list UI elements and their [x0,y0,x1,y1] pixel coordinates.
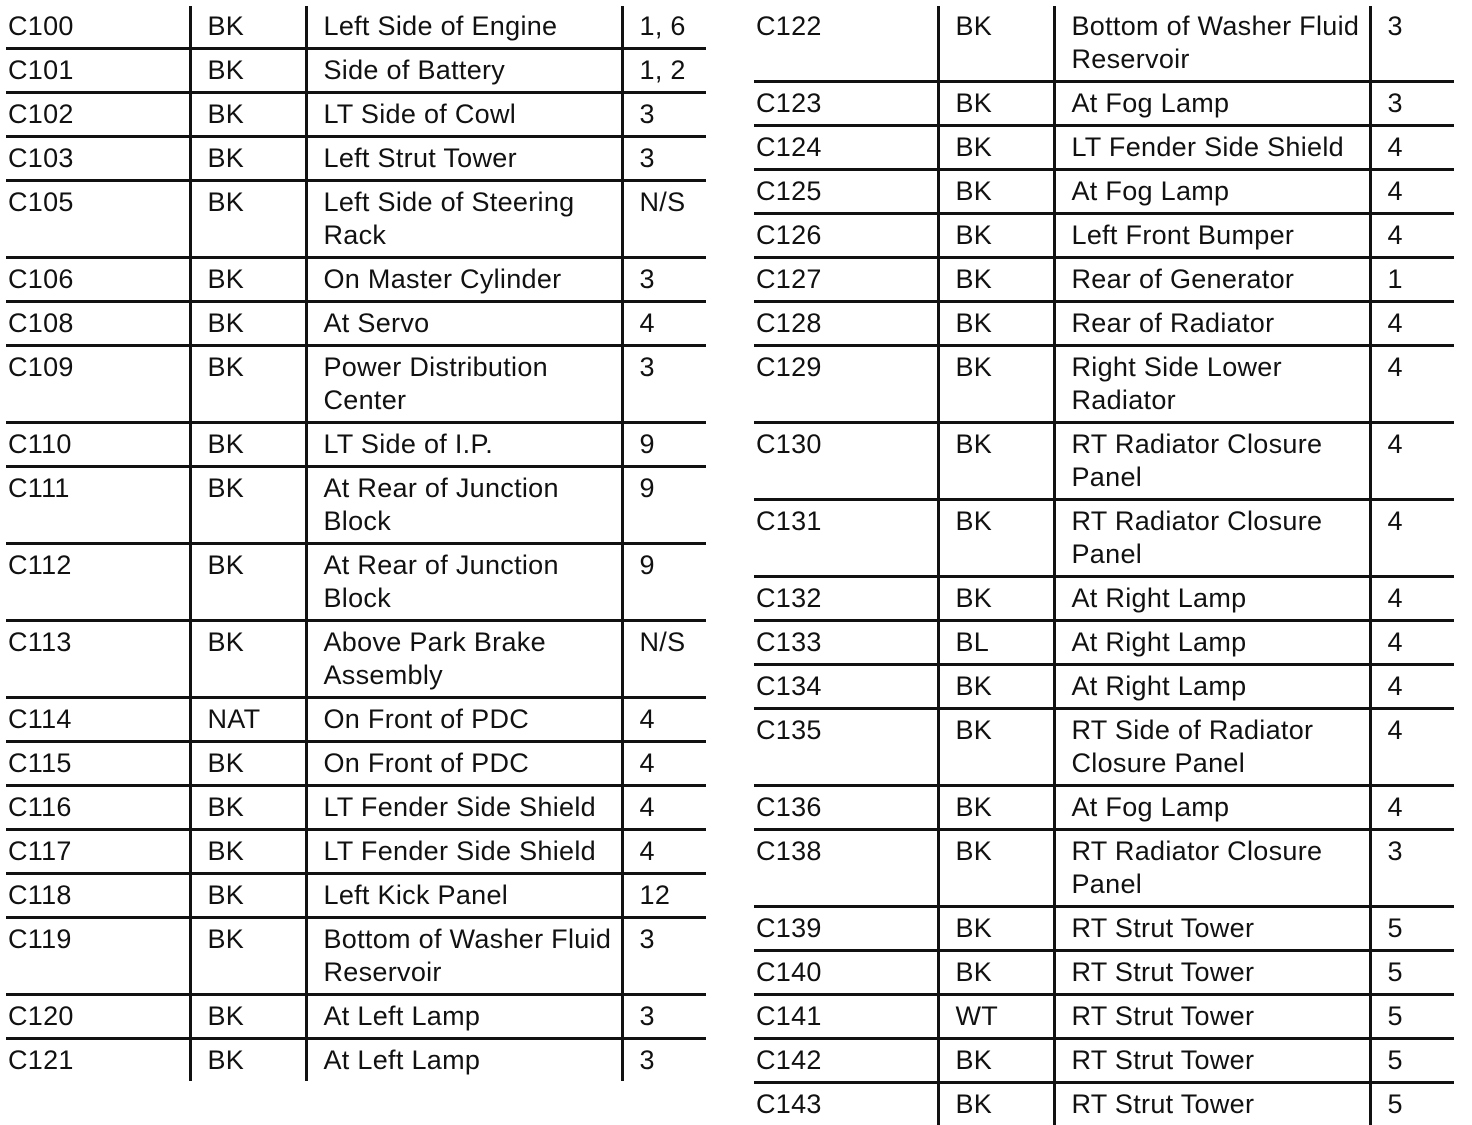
wire-color-cell: BK [190,830,306,874]
connector-id-cell: C132 [754,577,938,621]
connector-id-cell: C105 [6,181,190,258]
table-row [6,698,706,742]
figure-ref-cell: 3 [622,258,706,302]
table-row [754,6,1454,82]
wire-color-cell: BK [190,6,306,49]
location-cell: On Master Cylinder [306,258,622,302]
connector-id-cell: C103 [6,137,190,181]
table-row [754,1083,1454,1125]
figure-ref-cell: 4 [1370,709,1454,786]
figure-ref-cell: 3 [622,137,706,181]
figure-ref-cell: 3 [622,995,706,1039]
connector-table-left [6,6,706,1081]
connector-id-cell: C113 [6,621,190,698]
wire-color-cell: BK [190,918,306,995]
table-row [6,181,706,258]
connector-id-cell: C133 [754,621,938,665]
table-row [6,302,706,346]
connector-id-cell: C135 [754,709,938,786]
table-row [6,467,706,544]
table-row [754,82,1454,126]
table-row [754,709,1454,786]
wire-color-cell: BK [938,126,1054,170]
table-row [6,621,706,698]
connector-id-cell: C138 [754,830,938,907]
location-cell: Left Side of Engine [306,6,622,49]
location-cell: At Right Lamp [1054,665,1370,709]
wire-color-cell: BK [938,709,1054,786]
wire-color-cell: BK [190,874,306,918]
wire-color-cell: BK [938,214,1054,258]
wire-color-cell: BK [190,786,306,830]
location-cell: RT Strut Tower [1054,907,1370,951]
figure-ref-cell: N/S [622,621,706,698]
wire-color-cell: BK [938,423,1054,500]
table-row [6,1039,706,1082]
wire-color-cell: BK [938,1039,1054,1083]
table-row [754,170,1454,214]
figure-ref-cell: 4 [622,302,706,346]
location-cell: On Front of PDC [306,698,622,742]
connector-id-cell: C111 [6,467,190,544]
connector-id-cell: C102 [6,93,190,137]
figure-ref-cell: 4 [1370,500,1454,577]
table-row [754,621,1454,665]
location-cell: RT Radiator Closure Panel [1054,423,1370,500]
wire-color-cell: BK [938,170,1054,214]
wire-color-cell: BK [938,951,1054,995]
table-row [6,544,706,621]
wire-color-cell: BK [190,346,306,423]
table-row [754,577,1454,621]
connector-id-cell: C126 [754,214,938,258]
figure-ref-cell: 4 [622,742,706,786]
connector-id-cell: C127 [754,258,938,302]
location-cell: RT Radiator Closure Panel [1054,830,1370,907]
wire-color-cell: BK [190,302,306,346]
wire-color-cell: BK [938,665,1054,709]
figure-ref-cell: 4 [1370,423,1454,500]
figure-ref-cell: 5 [1370,1083,1454,1125]
wire-color-cell: BK [190,1039,306,1082]
wire-color-cell: BK [190,49,306,93]
table-row [6,830,706,874]
table-row [6,786,706,830]
location-cell: Left Kick Panel [306,874,622,918]
wire-color-cell: BK [938,346,1054,423]
figure-ref-cell: 1, 6 [622,6,706,49]
connector-table-right [754,6,1454,1125]
location-cell: RT Radiator Closure Panel [1054,500,1370,577]
table-row [6,742,706,786]
connector-id-cell: C100 [6,6,190,49]
connector-id-cell: C109 [6,346,190,423]
location-cell: At Rear of Junction Block [306,467,622,544]
table-row [754,258,1454,302]
wire-color-cell: BK [190,258,306,302]
wire-color-cell: BL [938,621,1054,665]
table-row [754,786,1454,830]
location-cell: Left Front Bumper [1054,214,1370,258]
connector-id-cell: C101 [6,49,190,93]
wire-color-cell: BK [938,302,1054,346]
connector-id-cell: C120 [6,995,190,1039]
location-cell: At Fog Lamp [1054,82,1370,126]
connector-id-cell: C131 [754,500,938,577]
table-row [6,874,706,918]
figure-ref-cell: 4 [1370,346,1454,423]
connector-table-left-body [6,6,706,1081]
figure-ref-cell: 3 [622,346,706,423]
table-row [6,918,706,995]
location-cell: Bottom of Washer Fluid Reservoir [306,918,622,995]
table-row [754,995,1454,1039]
figure-ref-cell: 4 [622,830,706,874]
figure-ref-cell: 12 [622,874,706,918]
location-cell: Side of Battery [306,49,622,93]
table-row [754,665,1454,709]
connector-id-cell: C123 [754,82,938,126]
location-cell: LT Fender Side Shield [1054,126,1370,170]
connector-id-cell: C136 [754,786,938,830]
wire-color-cell: BK [190,181,306,258]
table-row [6,6,706,49]
connector-id-cell: C108 [6,302,190,346]
wire-color-cell: BK [190,467,306,544]
connector-id-cell: C122 [754,6,938,82]
connector-id-cell: C115 [6,742,190,786]
wire-color-cell: BK [938,258,1054,302]
location-cell: At Left Lamp [306,995,622,1039]
figure-ref-cell: 5 [1370,995,1454,1039]
location-cell: LT Side of Cowl [306,93,622,137]
connector-id-cell: C110 [6,423,190,467]
location-cell: LT Fender Side Shield [306,830,622,874]
wire-color-cell: WT [938,995,1054,1039]
location-cell: Right Side Lower Radiator [1054,346,1370,423]
connector-id-cell: C134 [754,665,938,709]
figure-ref-cell: 4 [1370,786,1454,830]
figure-ref-cell: 4 [1370,214,1454,258]
figure-ref-cell: 5 [1370,951,1454,995]
connector-id-cell: C118 [6,874,190,918]
figure-ref-cell: 3 [622,93,706,137]
location-cell: At Fog Lamp [1054,786,1370,830]
connector-id-cell: C128 [754,302,938,346]
table-row [754,907,1454,951]
location-cell: Power Distribution Center [306,346,622,423]
figure-ref-cell: 1, 2 [622,49,706,93]
location-cell: Rear of Radiator [1054,302,1370,346]
location-cell: Bottom of Washer Fluid Reservoir [1054,6,1370,82]
location-cell: At Right Lamp [1054,577,1370,621]
connector-id-cell: C119 [6,918,190,995]
wire-color-cell: BK [938,82,1054,126]
location-cell: On Front of PDC [306,742,622,786]
figure-ref-cell: 3 [622,1039,706,1082]
figure-ref-cell: 4 [622,786,706,830]
connector-id-cell: C116 [6,786,190,830]
table-row [6,137,706,181]
figure-ref-cell: 4 [1370,302,1454,346]
location-cell: RT Side of Radiator Closure Panel [1054,709,1370,786]
figure-ref-cell: 4 [1370,665,1454,709]
figure-ref-cell: 4 [1370,577,1454,621]
table-row [754,830,1454,907]
table-row [754,500,1454,577]
connector-id-cell: C114 [6,698,190,742]
table-row [754,346,1454,423]
location-cell: At Rear of Junction Block [306,544,622,621]
table-row [6,93,706,137]
figure-ref-cell: 5 [1370,907,1454,951]
figure-ref-cell: 1 [1370,258,1454,302]
figure-ref-cell: 3 [1370,6,1454,82]
location-cell: RT Strut Tower [1054,1083,1370,1125]
location-cell: Left Side of Steering Rack [306,181,622,258]
figure-ref-cell: 9 [622,467,706,544]
connector-id-cell: C125 [754,170,938,214]
location-cell: Rear of Generator [1054,258,1370,302]
location-cell: RT Strut Tower [1054,951,1370,995]
table-row [6,423,706,467]
figure-ref-cell: 5 [1370,1039,1454,1083]
table-row [6,258,706,302]
connector-id-cell: C140 [754,951,938,995]
table-row [754,126,1454,170]
wire-color-cell: BK [190,423,306,467]
wire-color-cell: BK [938,1083,1054,1125]
wire-color-cell: BK [190,137,306,181]
connector-id-cell: C142 [754,1039,938,1083]
figure-ref-cell: 4 [1370,126,1454,170]
figure-ref-cell: 9 [622,544,706,621]
location-cell: RT Strut Tower [1054,1039,1370,1083]
location-cell: At Right Lamp [1054,621,1370,665]
figure-ref-cell: 3 [1370,830,1454,907]
location-cell: Left Strut Tower [306,137,622,181]
figure-ref-cell: 4 [622,698,706,742]
connector-id-cell: C106 [6,258,190,302]
connector-id-cell: C121 [6,1039,190,1082]
figure-ref-cell: N/S [622,181,706,258]
connector-id-cell: C141 [754,995,938,1039]
connector-id-cell: C129 [754,346,938,423]
wire-color-cell: BK [938,830,1054,907]
table-row [754,214,1454,258]
table-row [6,49,706,93]
location-cell: At Fog Lamp [1054,170,1370,214]
wire-color-cell: BK [938,577,1054,621]
wire-color-cell: BK [938,907,1054,951]
location-cell: LT Fender Side Shield [306,786,622,830]
wire-color-cell: BK [938,500,1054,577]
figure-ref-cell: 4 [1370,170,1454,214]
connector-id-cell: C139 [754,907,938,951]
location-cell: RT Strut Tower [1054,995,1370,1039]
connector-id-cell: C143 [754,1083,938,1125]
table-row [754,423,1454,500]
figure-ref-cell: 3 [1370,82,1454,126]
wire-color-cell: BK [190,544,306,621]
connector-id-cell: C117 [6,830,190,874]
connector-table-right-body [754,6,1454,1125]
table-row [6,346,706,423]
wire-color-cell: BK [190,621,306,698]
wire-color-cell: BK [938,786,1054,830]
wire-color-cell: BK [190,93,306,137]
figure-ref-cell: 9 [622,423,706,467]
location-cell: Above Park Brake Assembly [306,621,622,698]
location-cell: At Left Lamp [306,1039,622,1082]
table-row [754,951,1454,995]
figure-ref-cell: 4 [1370,621,1454,665]
wire-color-cell: BK [938,6,1054,82]
location-cell: LT Side of I.P. [306,423,622,467]
connector-id-cell: C130 [754,423,938,500]
location-cell: At Servo [306,302,622,346]
connector-id-cell: C112 [6,544,190,621]
wire-color-cell: BK [190,742,306,786]
table-row [754,1039,1454,1083]
connector-id-cell: C124 [754,126,938,170]
wire-color-cell: NAT [190,698,306,742]
table-row [6,995,706,1039]
table-row [754,302,1454,346]
wire-color-cell: BK [190,995,306,1039]
figure-ref-cell: 3 [622,918,706,995]
